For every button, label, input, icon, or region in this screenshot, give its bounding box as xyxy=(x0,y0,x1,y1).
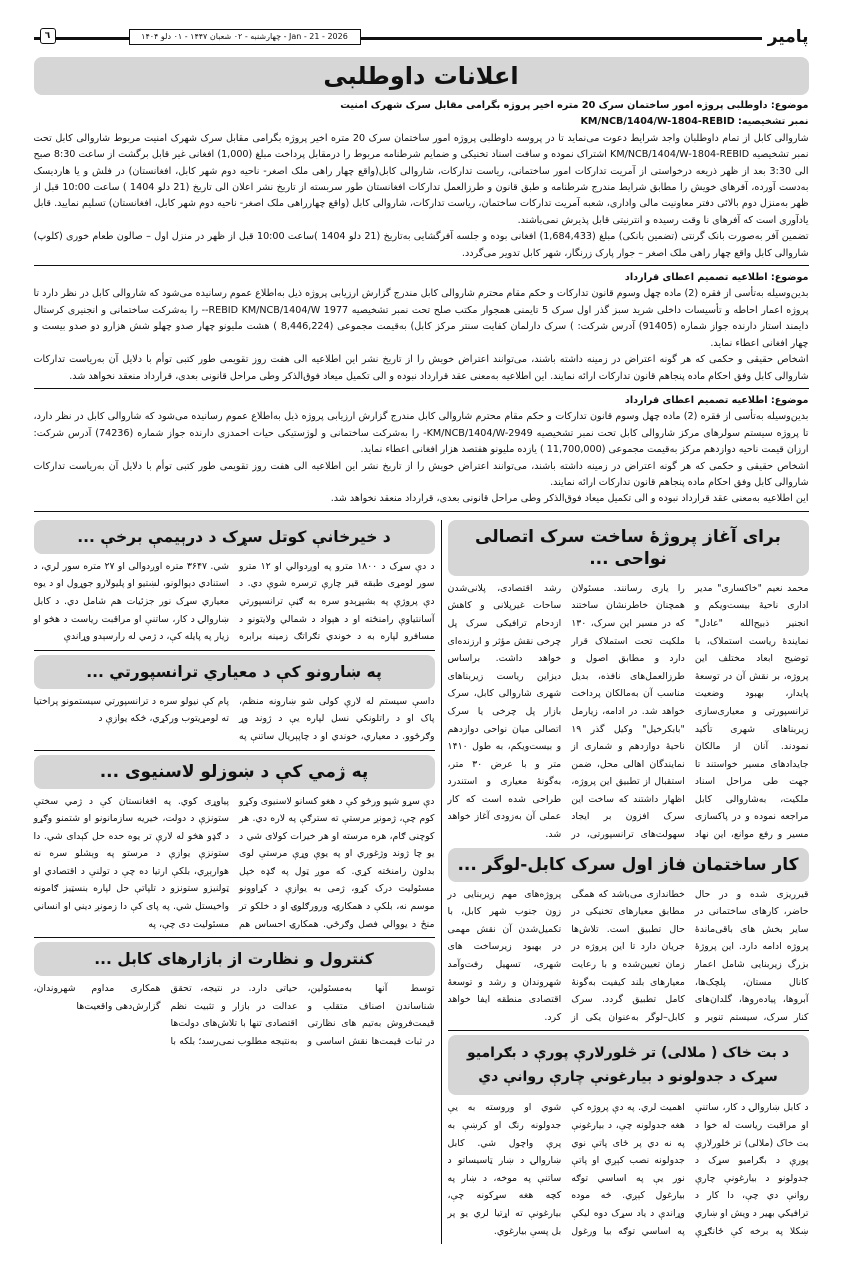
article-headline: په ژمي کې د ښوزلو لاسنیوی ... xyxy=(34,755,435,789)
article xyxy=(34,520,435,646)
announcement-paragraph: بدین‌وسیله به‌تأسی از فقره (2) ماده چهل وسوم قانون تدارکات و حکم مقام محترم شاروالی کابل مندرج گزارش ارزیابی پروژه ذیل به‌اطلاع عموم رسانیده می‌شود که شاروالی کابل در نظر دارد، تا پروژه سیستم سولرهای مرکز شاروالی کابل تحت نمبر تشخیصیه KM/NCB/1404/W-2949- را به‌شرکت ساختمانی و لوژستیکی حیات احمدزی دارنده جواز شماره (74236) آدرس شرکت: ارزان قیمت ناحیه دوازدهم مرکز به‌قیمت مجموعی (11,700,000 ) یازده ملیونو هفتصد هزار افغانی اعطاء نماید. xyxy=(33,411,809,456)
announcement-3 xyxy=(34,393,809,508)
article xyxy=(34,655,435,746)
article-body: توسط آنها به‌مسئولین، شناساندن اصناف متقلب و قیمت‌فروش به‌تیم های نظارتی در ثبات قیمت‌ها نقش اساسی و حیاتی دارد. در نتیجه، تحقق عدالت در بازار و تثبیت نظم اقتصادی تنها با تلاش‌های دولت‌ها به‌نتیجه مطلوب نمی‌رسد؛ بلکه با همکاری مداوم شهروندان، گزارش‌دهی واقعیت‌ها xyxy=(33,983,435,1048)
page-number: ٦ xyxy=(40,28,56,44)
article-headline: د خیرخانې کوتل سړک د درېیمې برخې ... xyxy=(34,520,435,554)
page-title: اعلانات داوطلبی xyxy=(34,57,809,95)
article-body: د کابل ښاروالۍ د کار، ساتنې او مراقبت ریاست له خوا د بت خاک (ملالی) تر څلورلارې پورې د بګرامیو سړک د جدولونو د بیارغونې چارې روانې دي چې، دا کار د ترافیکي بهیر د ویش او ښاري ښکلا په برخه کې ځانګړې اهمیت لري. په دې پروژه کې هغه جدولونه چې، د بیارغونې په نه دي پر ځای پاتې نوي جدولونه نصب کېږي او پاتې نور یې په اساسي توګه بیارغول کېږي. څه موده وړاندې د یاد سړک دوه لیکې په اساسي توګه بیا ورغول شوي او وروسته به یې جدولونه رنګ او کرښې به پرې واچول شي. کابل ښاروالۍ د ښار ټاسیساتو د ساتنې په موخه، د ښار په کچه هغه سړکونه چې، بیارغونې ته اړتیا لري یو پر بل پسې بیارغوي. xyxy=(447,1102,809,1237)
tender-announcements xyxy=(34,98,809,508)
announcement-paragraph: تضمین آفر به‌صورت بانک گرنتی (تضمین بانکی) مبلغ (1,684,433) افغانی بوده و جلسه آفرگشایی به‌تاریخ (21 دلو 1404 )ساعت 10:00 قبل از ظهر در منزل اول – صالون طعام خوری (کلوپ) شاروالی کابل واقع چهار راهی ملک اصغر – جوار پارک زرنگار، شهر کابل تدویر می‌گردد. xyxy=(33,231,809,259)
article xyxy=(34,755,435,934)
announcement-paragraph: بدین‌وسیله به‌تأسی از فقره (2) ماده چهل وسوم قانون تدارکات و حکم مقام محترم شاروالی کابل مندرج گزارش ارزیابی پروژه ذیل به‌اطلاع عموم رسانیده می‌شود که شاروالی کابل در نظر دارد تا پروژه اعمار احاطه و تأسیسات داخلی شرید سبز گذر اول سرک 5 تایمنی همجوار مکتب صلح تحت نمبر تشخیصیه REBID KM/NCB/1404/W 1977-- را به‌شرکت ساختمانی و انجنیری کرستال دایمند استار دارنده جواز شماره (91405) آدرس شرکت: ) سرک دارلمان کفایت سنتر مرکز کابل) به‌قیمت مجموعی (8,446,224 ) هشت ملیونو چهار صدو چهلو شش هزارو دو صدو بیست و چهار افغانی اعطاء نماید. xyxy=(33,288,809,349)
announcement-2 xyxy=(34,270,809,385)
article-body: دې سړو شپو ورځو کې د هغو کسانو لاسنیوی وکړو کوم چې، ژمونږ مرستې ته سترګې په لاره دي. هر کوچنی ګام، هره مرسته او هر خیرات کولای شي د یو چا ژوند وژغوري او په یوې وړې مرستې لوی بدلون رامنځته کړي. که موږ ټول په ګډه خپل مسئولیت درک کړو، ژمی به یوازې د کړاوونو موسم نه، بلکې د همکارۍ، ورورګلوۍ او د خلکو تر منځ د یووالي فصل وګرځي. همکارۍ احساس هم پیاوړی کوي. په افغانستان کې د ژمي سختې ستونزې د دولت، خیریه سازمانونو او شتمنو وګړو د ګډو هڅو له لارې تر یوه حده حل کېدای شي. دا ستونزې یوازې د مرستو په وېشلو سره نه هوارېږي، بلکې ارتیا ده چې د تولنې د اقتصادي او ټولنیزو ستونزو د تلپاتې حل لپاره بنسټیز ګامونه واخیستل شي. په پای کې دا زمونږ دیني او انساني مسئولیت دی چې، په xyxy=(33,795,435,930)
announcement-1 xyxy=(34,98,809,262)
announcement-paragraph: اشخاص حقیقی و حکمی که هر گونه اعتراض در زمینه داشته باشند، می‌توانند اعتراض خویش را از تاریخ نشر این اطلاعیه الی هفت روز تقویمی طور کتبی توأم با دلایل آن به‌ریاست تدارکات شاروالی کابل وفق احکام ماده پنجاهم قانون تدارکات ارائه نمایند. این اطلاعیه به‌معنی عقد قرارداد نبوده و الی تکمیل میعاد فوق‌الذکر وطی مراحل قانونی بعدی، قرارداد منعقد نخواهد شد. xyxy=(33,354,809,382)
article-body: محمد نعیم "خاکساری" مدیر اداری ناحیهٔ بیست‌ویکم و انجنیر ذبیح‌الله "عادل" نمایندهٔ ریاست استملاک، با توضیح ابعاد مختلف این پروژه، بر نقش آن در توسعهٔ پایدار، بهبود وضعیت ترانسپورتی و معیاری‌سازی زیربناهای شهری تأکید نمودند. آنان از مالکان جایدادهای مسیر خواستند تا جهت طی مراحل اسناد ملکیت، به‌شاروالی کابل مراجعه نموده و در پاکسازی مسیر و رفع موانع، این نهاد را یاری رسانند. مسئولان همچنان خاطرنشان ساختند که در مسیر این سرک، ۱۳۰ ملکیت تحت استملاک قرار دارد و مطابق اصول و طرزالعمل‌های نافذه، بدیل مناسب آن به‌مالکان پرداخت خواهد شد. در ادامه، زیارمل "بابکرخیل" وکیل گذر ۱۹ ناحیهٔ دوازدهم و شماری از نمایندگان اهالی محل، ضمن استقبال از تطبیق این پروژه، اظهار داشتند که ساخت این سرک افزون بر ایجاد سهولت‌های ترانسپورتی، در رشد اقتصادی، پلانی‌شدن ساحات غیرپلانی و کاهش ازدحام ترافیکی سرک پل چرخی نقش مؤثر و ارزنده‌ای خواهد داشت. براساس دیزاین ریاست زیربناهای شهری شاروالی کابل، سرک بازار پل چرخی یا سرک اتصالی میان نواحی دوازدهم و بیست‌ویکم، به طول ۱۴۱۰ متر و با عرض ۳۰ متر، به‌گونهٔ معیاری و استندرد طراحی شده است که کار عملی آن به‌زودی آغاز خواهد شد. xyxy=(447,582,809,841)
page-header xyxy=(34,28,809,48)
announcement-subject: موضوع: اطلاعیه تصمیم اعطای قرارداد xyxy=(624,394,809,406)
announcement-subject: موضوع: داوطلبی پروژه امور ساختمان سرک 20 متره اخیر پروژه بگرامی مقابل سرک شهرک امنیت xyxy=(340,100,809,111)
article xyxy=(448,520,809,844)
article-body: قیرریزی شده و در حال حاضر، کارهای ساختمانی در سایر بخش های باقی‌ماندهٔ پروژه ادامه دارد. این پروژهٔ بزرگ زیربنایی شامل اعمار کانال مستان، پلچک‌ها، آبروها، پیاده‌روها، گلدان‌های کنار سرک، سیستم تنویر و خطاندازی می‌باشد که همگی مطابق معیارهای تخنیکی در حال تطبیق است. تلاش‌ها جریان دارد تا این پروژه در زمان تعیین‌شده و با رعایت معیارهای بلند کیفیت به‌گونهٔ کامل تطبیق گردد. سرک کابل–لوگر به‌عنوان یکی از پروژه‌های مهم زیربنایی در زون جنوب شهر کابل، با تکمیل‌شدن آن نقش مهمی در بهبود زیرساخت های شهری، تسهیل رفت‌وآمد شهروندان و رشد و توسعهٔ اقتصادی منطقه ایفا خواهد کرد. xyxy=(447,888,809,1023)
article xyxy=(448,1035,809,1240)
articles-section xyxy=(34,520,809,1244)
article-headline: په ښارونو کې د معیاري ترانسپورتي ... xyxy=(34,655,435,689)
divider xyxy=(34,650,435,651)
announcement-code: نمبر تشخیصیه: KM/NCB/1404/W-1804-REBID xyxy=(580,116,809,128)
article-body: داسې سیستم له لارې کولی شو ښارونه منظم، پاک او د راتلونکي نسل لپاره یې د ژوند وړ وګرځوو. د معیاري، خوندي او د چاپېریال ساتنې په پام کې نیولو سره د ترانسپورتي سیستمونو پراختیا ته لومړیتوب ورکړي، څکه یوازې د xyxy=(33,695,435,742)
article-body: د دې سړک د ۱۸۰۰ مترو په اوږدوالي او ۱۲ مترو سور لومړی طبقه قیر چارې ترسره شوې دي. د دې پروژې په بشپړېدو سره به ګڼې ترانسپورتي آسانتیاوې رامنځته او د هېواد د شمالي ولایتونو د مسافرو لپاره به د خوندي تګراتګ زمینه برابره شي. ۳۶۴۷ متره اوږدوالی او ۲۷ متره سور لري، د استنادي دېوالونو، لښتیو او پلیولارو جوړول او د یوه معیاري سړک نور جزئیات هم شامل دي. د کابل ښاروالۍ د کار، ساتنې او مراقبت ریاست د هڅو او زیار په پایله کې، د ژمي له رارسېدو وړاندې xyxy=(33,560,435,643)
divider xyxy=(34,937,435,938)
newspaper-brand: پامیر xyxy=(762,26,809,48)
divider xyxy=(34,388,809,389)
newspaper-page xyxy=(34,0,809,1264)
article xyxy=(448,848,809,1027)
announcement-paragraph: شاروالی کابل از تمام داوطلبان واجد شرایط دعوت می‌نماید تا در پروسه داوطلبی پروژه امور ساختمان سرک 20 متره اخیر پروژه بگرامی مقابل سرک شهرک امنیت مربوط شاروالی کابل تحت نمبر تشخیصیه KM/NCB/1404/W-1804-REBID اشتراک نموده و سافت اسناد تخنیکی و ضمایم شرطنامه مربوط را درمقابل پرداخت مبلغ (1,000) افغانی غیر قابل برگشت از ساعت 8:30 صبح الی 3:30 بعد از ظهر ذریعه درخواستی از آمریت تدارکات امور ساختمانی، ریاست تدارکات، شاروالی کابل(واقع چهار راهی ملک اصغر- ناحیه دوم شهر کابل، افغانستان) در فلش و یا هاردیسک به‌دست آورده، آفرهای خویش را مطابق شرایط مندرج شرطنامه و طبق قانون و طرزالعمل تدارکات افغانستان طور سربسته از تاریخ نشر اعلان الی تاریخ (21 دلو 1404 ) ساعت 10:00 قبل از ظهر به‌منزل دوم بالائی دفتر معاونیت مالی واداری، شعبه آمریت تدارکات ساختمان، ریاست تدارکات، شاروالی کابل (واقع چهارراهی ملک اصغر- ناحیه دوم شهر کابل، افغانستان) تسلیم نمایید. قابل یادآوری است که آفرهای نا وقت رسیده و انترنیتی قابل پذیرش نمی‌باشند. xyxy=(33,132,809,226)
article xyxy=(34,942,435,1050)
article-headline: کنترول و نظارت از بازارهای کابل ... xyxy=(34,942,435,976)
announcement-paragraph: این اطلاعیه به‌معنی عقد قرارداد نبوده و الی تکمیل میعاد فوق‌الذکر وطی مراحل قانونی بعدی، قرارداد منعقد نخواهد شد. xyxy=(330,493,809,505)
left-column xyxy=(34,520,441,1055)
divider xyxy=(34,750,435,751)
divider xyxy=(34,265,809,266)
divider xyxy=(448,1030,809,1031)
article-headline: برای آغاز پروژهٔ ساخت سرک اتصالی نواحی ... xyxy=(448,520,809,576)
announcement-paragraph: اشخاص حقیقی و حکمی که هر گونه اعتراض در زمینه داشته باشند، می‌توانند اعتراض خویش را از تاریخ نشر این اطلاعیه الی هفت روز تقویمی طور کتبی توأم با دلایل آن به‌ریاست تدارکات شاروالی کابل وفق احکام ماده پنجاهم قانون تدارکات ارائه نمایند. xyxy=(33,460,809,488)
right-column xyxy=(441,520,809,1244)
article-headline: کار ساختمان فاز اول سرک کابل-لوگر ... xyxy=(448,848,809,882)
issue-date: چهارشنبه - ۰۲ شعبان ۱۴۴۷ - ۰۱ دلو ۱۴۰۴ - Jan - 21 - 2026 xyxy=(129,29,361,45)
article-headline: د بت خاک ( ملالی) تر څلورلارې پورې د بګرامیو سړک د جدولونو د بیارغونې چارې روانې دي xyxy=(448,1035,809,1095)
announcement-subject: موضوع: اطلاعیه تصمیم اعطای قرارداد xyxy=(624,272,809,284)
divider xyxy=(34,511,809,512)
